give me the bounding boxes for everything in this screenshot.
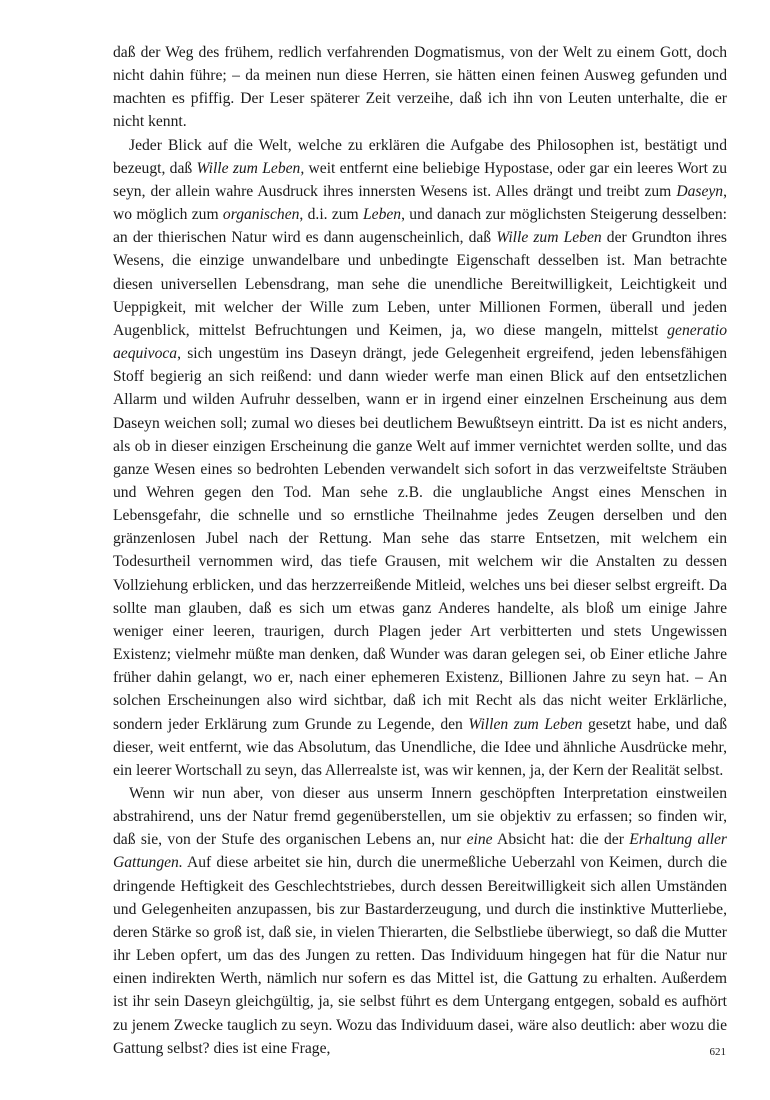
text-run: weit entfernt eine beliebige Hypostase, oder gar ein leeres Wort zu seyn, der allein wahre Ausdruck ihres innersten Wesens ist. Alles drängt und treibt zum	[113, 159, 727, 200]
text-run: gesetzt habe, und daß dieser, weit entfernt, wie das Absolutum, das Unendliche, die Idee und ähnliche Ausdrücke mehr, ein leerer Wortschall zu seyn, das Allerrealste ist, was wir kennen, ja, der Kern der Realität selbst.	[113, 715, 727, 779]
italic-text-run: Willen zum Leben	[468, 715, 583, 733]
text-run: daß der Weg des frühem, redlich verfahrenden Dogmatismus, von der Welt zu einem Gott, doch nicht dahin führe; – da meinen nun diese Herren, sie hätten einen feinen Ausweg gefunden und machten es pfiffig. Der Leser späterer Zeit verzeihe, daß ich ihn von Leuten unterhalte, die er nicht kennt.	[113, 44, 727, 131]
text-run: der Grundton ihres Wesens, die einzige unwandelbare und unbedingte Eigenschaft desselben ist. Man betrachte diesen universellen Lebensdrang, man sehe die unendliche Bereitwilligkeit, Leichtigkeit und Ueppigkeit, mit welcher der Wille zum Leben, unter Millionen Formen, überall und jeden Augenblick, mittelst Befruchtungen und Keimen, ja, wo diese mangeln, mittelst	[113, 229, 727, 339]
text-run: , d.i. zum	[299, 206, 363, 224]
text-run: , sich ungestüm ins Daseyn drängt, jede Gelegenheit ergreifend, jeden lebensfähigen Stoff begierig an sich reißend: und dann wieder werfe man einen Blick auf den entsetzlichen Allarm und wilden Aufruhr desselben, wann er in irgend einer einzelnen Erscheinung aus dem Daseyn weichen soll; zumal wo dieses bei deutlichem Bewußtseyn eintritt. Da ist es nicht anders, als ob in dieser einzigen Erscheinung die ganze Welt auf immer vernichtet werden sollte, und das ganze Wesen eines so bedrohten Lebenden verwandelt sich sofort in das verzweifeltste Sträuben und Wehren gegen den Tod. Man sehe z.B. die unglaubliche Angst eines Menschen in Lebensgefahr, die schnelle und so ernstliche Theilnahme jedes Zeugen derselben und den gränzenlosen Jubel nach der Rettung. Man sehe das starre Entsetzen, mit welchem ein Todesurtheil vernommen wird, das tiefe Grausen, mit welchem wir die Anstalten zu dessen Vollziehung erblicken, und das herzzerreißende Mitleid, welches uns bei dieser selbst ergreift. Da sollte man glauben, daß es sich um etwas ganz Anderes handelte, als bloß um einige Jahre weniger einer leeren, traurigen, durch Plagen jeder Art verbitterten und stets Ungewissen Existenz; vielmehr müßte man denken, daß Wunder was daran gelegen sei, ob Einer etliche Jahre früher dahin gelangt, wo er, nach einer ephemeren Existenz, Billionen Jahre zu seyn hat. – An solchen Erscheinungen also wird sichtbar, daß ich mit Recht als das nicht weiter Erklärliche, sondern jeder Erklärung zum Grunde zu Legende, den	[113, 345, 727, 733]
italic-text-run: generatio aequivoca	[113, 321, 727, 363]
text-run: Jeder Blick auf die Welt, welche zu erklären die Aufgabe des Philosophen ist, bestätigt und bezeugt, daß	[113, 136, 727, 177]
italic-text-run: Leben	[363, 206, 402, 224]
italic-text-run: Wille zum Leben	[496, 229, 602, 247]
page-body	[113, 41, 727, 1060]
paragraph-wille-zum-leben	[113, 134, 727, 782]
text-run: Absicht hat: die der	[492, 831, 630, 849]
page-number: 621	[709, 1046, 726, 1058]
paragraph-erhaltung-der-gattungen	[113, 782, 727, 1060]
italic-text-run: eine	[466, 831, 493, 849]
italic-text-run: Wille zum Leben,	[196, 159, 305, 177]
text-run: Auf diese arbeitet sie hin, durch die unermeßliche Ueberzahl von Keimen, durch die dringende Heftigkeit des Geschlechtstriebes, durch dessen Bereitwilligkeit sich allen Umständen und Gelegenheiten anzupassen, bis zur Bastarderzeugung, und durch die instinktive Mutterliebe, deren Stärke so groß ist, daß sie, in vielen Thierarten, die Selbstliebe überwiegt, so daß die Mutter ihr Leben opfert, um das des Jungen zu retten. Das Individuum hingegen hat für die Natur nur einen indirekten Werth, nämlich nur sofern es das Mittel ist, die Gattung zu erhalten. Außerdem ist ihr sein Daseyn gleichgültig, ja, sie selbst führt es dem Untergang entgegen, sobald es aufhört zu jenem Zwecke tauglich zu seyn. Wozu das Individuum dasei, wäre also deutlich: aber wozu die Gattung selbst? dies ist eine Frage,	[113, 854, 727, 1057]
text-run: , wo möglich zum	[113, 182, 727, 224]
text-run: Wenn wir nun aber, von dieser aus unserm Innern geschöpften Interpretation einstweilen abstrahirend, uns der Natur fremd gegenüberstellen, um sie objektiv zu erfassen; so finden wir, daß sie, von der Stufe des organischen Lebens an, nur	[113, 785, 727, 849]
paragraph-continuation	[113, 41, 727, 134]
italic-text-run: Daseyn	[676, 182, 724, 200]
italic-text-run: Erhaltung aller Gattungen.	[113, 831, 727, 872]
italic-text-run: organischen	[222, 206, 300, 224]
text-run: , und danach zur möglichsten Steigerung desselben: an der thierischen Natur wird es dann augenscheinlich, daß	[113, 206, 727, 247]
